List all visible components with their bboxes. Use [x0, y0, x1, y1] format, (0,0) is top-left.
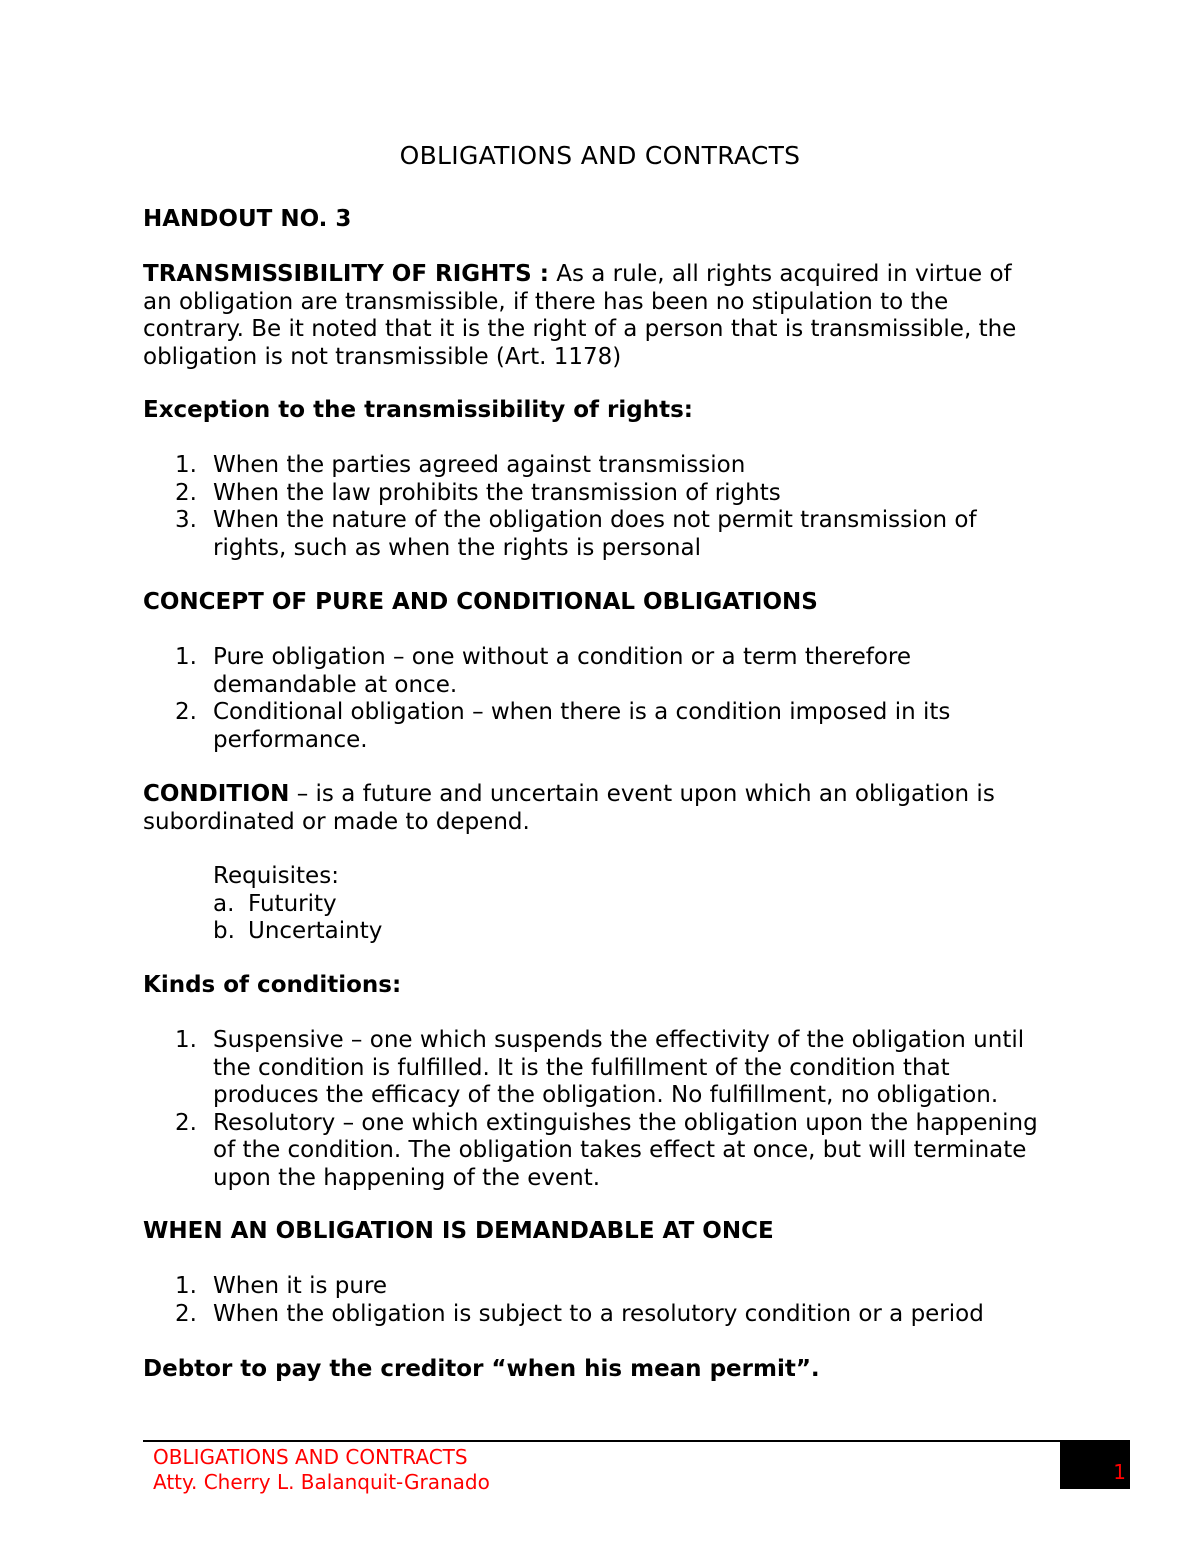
- list-number: 1.: [175, 644, 197, 670]
- list-text: When the parties agreed against transmission: [213, 452, 746, 478]
- footer-author: Atty. Cherry L. Balanquit-Granado: [153, 1470, 490, 1494]
- transmissibility-paragraph: [143, 261, 1073, 371]
- transmissibility-heading: TRANSMISSIBILITY OF RIGHTS :: [143, 261, 549, 287]
- demandable-heading: WHEN AN OBLIGATION IS DEMANDABLE AT ONCE: [143, 1218, 774, 1244]
- page-title: OBLIGATIONS AND CONTRACTS: [399, 141, 801, 170]
- list-item: [143, 1110, 1073, 1193]
- list-number: 1.: [175, 452, 197, 478]
- list-text: Pure obligation – one without a condition or a term therefore: [213, 644, 912, 670]
- list-text: of the condition. The obligation takes effect at once, but will terminate: [213, 1137, 1027, 1163]
- list-item: [143, 1027, 1073, 1110]
- footer: [153, 1445, 490, 1495]
- list-text: Conditional obligation – when there is a condition imposed in its: [213, 699, 951, 725]
- list-item: [213, 891, 813, 919]
- list-text: When it is pure: [213, 1273, 388, 1299]
- condition-paragraph: [143, 781, 1073, 836]
- paragraph-line: As a rule, all rights acquired in virtue of: [548, 261, 1012, 287]
- list-item: [143, 1301, 1073, 1329]
- concept-heading: CONCEPT OF PURE AND CONDITIONAL OBLIGATIONS: [143, 589, 818, 615]
- list-number: a.: [213, 890, 235, 917]
- exception-heading: Exception to the transmissibility of rights:: [143, 397, 693, 423]
- page-number-box: [1060, 1442, 1130, 1489]
- list-number: 2.: [175, 479, 197, 506]
- list-text: upon the happening of the event.: [213, 1164, 601, 1191]
- list-number: 1.: [175, 1273, 197, 1299]
- list-number: 1.: [175, 1027, 197, 1053]
- exception-list: [143, 452, 1073, 562]
- paragraph-line: contrary. Be it noted that it is the right of a person that is transmissible, the: [143, 316, 1017, 342]
- requisites-label: Requisites:: [213, 863, 339, 889]
- list-text: When the obligation is subject to a resolutory condition or a period: [213, 1300, 984, 1327]
- page-number: 1: [1113, 1460, 1126, 1484]
- list-text: rights, such as when the rights is personal: [213, 534, 701, 561]
- concept-list: [143, 644, 1073, 754]
- list-number: 2.: [175, 1109, 197, 1136]
- list-text: demandable at once.: [213, 671, 458, 698]
- paragraph-line: subordinated or made to depend.: [143, 808, 530, 835]
- debtor-statement: Debtor to pay the creditor “when his mean permit”.: [143, 1356, 820, 1382]
- kinds-list: [143, 1027, 1073, 1192]
- list-number: 2.: [175, 1300, 197, 1327]
- demandable-list: [143, 1273, 1073, 1328]
- list-text: performance.: [213, 726, 368, 753]
- list-item: [143, 1273, 1073, 1301]
- requisites-list: [213, 863, 813, 946]
- list-item: [143, 699, 1073, 754]
- condition-term: CONDITION: [143, 781, 290, 807]
- list-text: When the nature of the obligation does not permit transmission of: [213, 507, 977, 533]
- list-item: [143, 507, 1073, 562]
- footer-divider: [143, 1440, 1130, 1442]
- list-text: When the law prohibits the transmission of rights: [213, 479, 781, 506]
- list-text: produces the efficacy of the obligation. No fulfillment, no obligation.: [213, 1082, 999, 1108]
- list-number: b.: [213, 918, 235, 944]
- list-text: Futurity: [248, 890, 337, 917]
- list-text: Suspensive – one which suspends the effectivity of the obligation until: [213, 1027, 1025, 1053]
- paragraph-line: an obligation are transmissible, if there has been no stipulation to the: [143, 288, 949, 315]
- list-text: the condition is fulfilled. It is the fulfillment of the condition that: [213, 1054, 950, 1081]
- handout-number: HANDOUT NO. 3: [143, 206, 352, 232]
- list-text: Uncertainty: [248, 918, 383, 944]
- list-number: 2.: [175, 699, 197, 725]
- paragraph-line: – is a future and uncertain event upon which an obligation is: [289, 781, 995, 807]
- list-number: 3.: [175, 507, 197, 533]
- list-text: Resolutory – one which extinguishes the obligation upon the happening: [213, 1109, 1038, 1136]
- kinds-heading: Kinds of conditions:: [143, 972, 402, 998]
- list-item: [143, 644, 1073, 699]
- footer-course-title: OBLIGATIONS AND CONTRACTS: [153, 1445, 468, 1469]
- list-item: [143, 480, 1073, 508]
- paragraph-line: obligation is not transmissible (Art. 1178): [143, 343, 622, 370]
- list-item: [213, 918, 813, 946]
- list-item: [143, 452, 1073, 480]
